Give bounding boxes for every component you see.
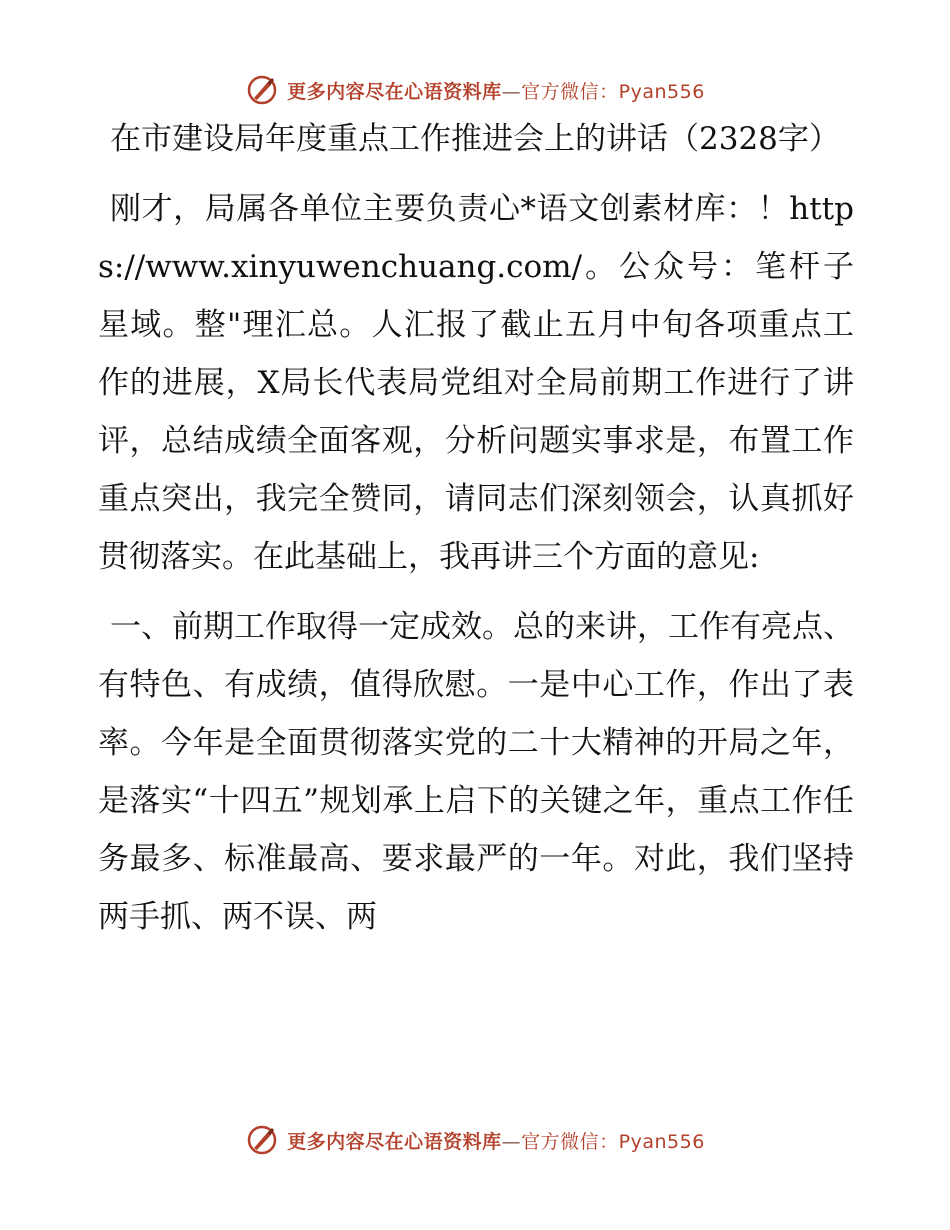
banner-separator: — [501, 80, 522, 103]
banner-text [287, 77, 705, 104]
document-title: 在市建设局年度重点工作推进会上的讲话（2328字） [110, 121, 840, 157]
logo-icon [245, 1123, 279, 1157]
banner-text [287, 1127, 705, 1154]
header-banner [0, 70, 950, 110]
paragraph-1: 刚才，局属各单位主要负责心*语文创素材库：！https://www.xinyuwenchuang.com/。公众号：笔杆子星域。整"理汇总。人汇报了截止五月中旬各项重点工作的进展，X局长代表局党组对全局前期工作进行了讲评，总结成绩全面客观，分析问题实事求是，布置工作重点突出，我完全赞同，请同志们深刻领会，认真抓好贯彻落实。在此基础上，我再讲三个方面的意见: [98, 191, 854, 575]
footer-banner [0, 1120, 950, 1160]
logo-icon [245, 73, 279, 107]
banner-contact-text: 官方微信：Pyan556 [521, 1130, 705, 1153]
banner-site-text: 更多内容尽在心语资料库 [287, 80, 502, 103]
banner-contact-text: 官方微信：Pyan556 [521, 80, 705, 103]
banner-separator: — [501, 1130, 522, 1153]
document-body [98, 116, 854, 958]
paragraph-2: 一、前期工作取得一定成效。总的来讲，工作有亮点、有特色、有成绩，值得欣慰。一是中心工作，作出了表率。今年是全面贯彻落实党的二十大精神的开局之年，是落实“十四五”规划承上启下的关键之年，重点工作任务最多、标准最高、要求最严的一年。对此，我们坚持两手抓、两不误、两 [98, 609, 854, 935]
banner-site-text: 更多内容尽在心语资料库 [287, 1130, 502, 1153]
